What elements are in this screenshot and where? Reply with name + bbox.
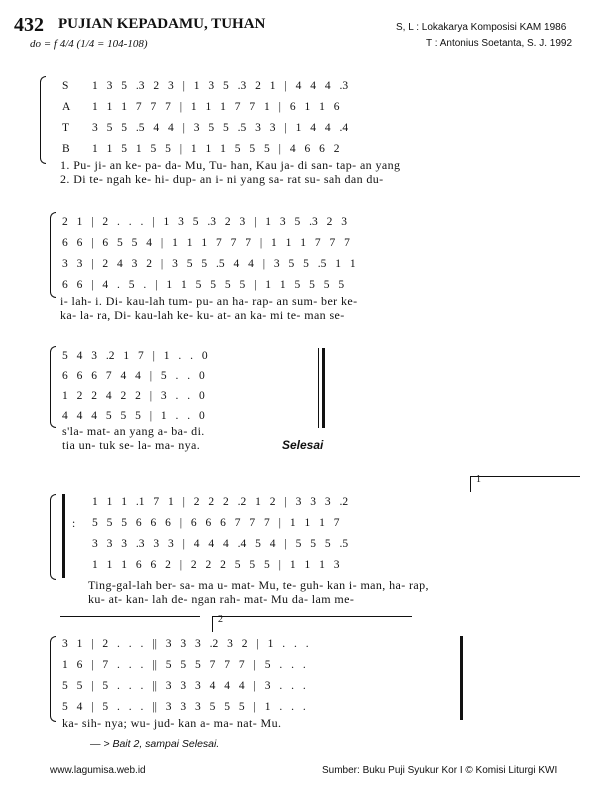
- lyric-line: tia un- tuk se- la- ma- nya.: [62, 438, 201, 452]
- notation-row: 3 5 5 .5 4 4 | 3 5 5 .5 3 3 | 1 4 4 .4: [92, 122, 349, 134]
- notation-row: 3 3 3 .3 3 3 | 4 4 4 .4 5 4 | 5 5 5 .5: [92, 538, 349, 550]
- key-signature: do = f 4/4 (1/4 = 104-108): [30, 38, 148, 50]
- voice-label-t: T: [62, 122, 70, 134]
- system-brace: [50, 494, 56, 580]
- credit-composer: S, L : Lokakarya Komposisi KAM 1986: [396, 22, 567, 33]
- system-brace: [50, 346, 56, 428]
- volta-1-bracket: [470, 476, 471, 492]
- notation-row: 5 4 3 .2 1 7 | 1 . . 0: [62, 350, 208, 362]
- notation-row: 1 1 1 .1 7 1 | 2 2 2 .2 1 2 | 3 3 3 .2: [92, 496, 349, 508]
- volta-2-bracket: [212, 616, 213, 632]
- voice-label-b: B: [62, 143, 70, 155]
- notation-row: 1 6 | 7 . . . || 5 5 5 7 7 7 | 5 . . .: [62, 659, 306, 671]
- notation-row: 1 2 2 4 2 2 | 3 . . 0: [62, 390, 205, 402]
- notation-row: 6 6 | 4 . 5 . | 1 1 5 5 5 5 | 1 1 5 5 5 5: [62, 279, 345, 291]
- lyric-line: ka- la- ra, Di- kau-lah ke- ku- at- an ka- mi te- man se-: [60, 308, 345, 322]
- song-number: 432: [14, 14, 44, 36]
- voice-label-s: S: [62, 80, 69, 92]
- lyric-line: ka- sih- nya; wu- jud- kan a- ma- nat- Mu.: [62, 716, 282, 730]
- system-brace: [50, 636, 56, 722]
- repeat-barline: [62, 494, 65, 578]
- notation-row: 4 4 4 5 5 5 | 1 . . 0: [62, 410, 205, 422]
- lyric-line: s'la- mat- an yang a- ba- di.: [62, 424, 205, 438]
- volta-1-line: [470, 476, 580, 477]
- final-barline-thin: [318, 348, 319, 428]
- voice-label-a: A: [62, 101, 71, 113]
- system-brace: [50, 212, 56, 298]
- lyric-line: i- lah- i. Di- kau-lah tum- pu- an ha- rap- an sum- ber ke-: [60, 294, 358, 308]
- footer-website: www.lagumisa.web.id: [50, 765, 146, 776]
- repeat-dots: :: [72, 518, 76, 530]
- song-title: PUJIAN KEPADAMU, TUHAN: [58, 16, 266, 32]
- notation-row: 1 1 5 1 5 5 | 1 1 1 5 5 5 | 4 6 6 2: [92, 143, 340, 155]
- lyric-line: 2. Di te- ngah ke- hi- dup- an i- ni yang sa- rat su- sah dan du-: [60, 172, 384, 186]
- end-barline: [460, 636, 463, 720]
- notation-row: 2 1 | 2 . . . | 1 3 5 .3 2 3 | 1 3 5 .3 2 3: [62, 216, 348, 228]
- volta-2-line: [212, 616, 412, 617]
- notation-row: 5 5 | 5 . . . || 3 3 3 4 4 4 | 3 . . .: [62, 680, 306, 692]
- final-barline: [322, 348, 325, 428]
- notation-row: 1 3 5 .3 2 3 | 1 3 5 .3 2 1 | 4 4 4 .3: [92, 80, 349, 92]
- repeat-note: — > Bait 2, sampai Selesai.: [90, 738, 220, 750]
- volta-2-label: 2: [218, 614, 223, 625]
- notation-row: 5 4 | 5 . . . || 3 3 3 5 5 5 | 1 . . .: [62, 701, 306, 713]
- lyric-line: 1. Pu- ji- an ke- pa- da- Mu, Tu- han, Kau ja- di san- tap- an yang: [60, 158, 401, 172]
- lyric-line: Ting-gal-lah ber- sa- ma u- mat- Mu, te- guh- kan i- man, ha- rap,: [88, 578, 429, 592]
- footer-source: Sumber: Buku Puji Syukur Kor I © Komisi Liturgi KWI: [322, 765, 558, 776]
- volta-1-line-cont: [60, 616, 200, 617]
- notation-row: 1 1 1 7 7 7 | 1 1 1 7 7 1 | 6 1 1 6: [92, 101, 340, 113]
- notation-row: 6 6 6 7 4 4 | 5 . . 0: [62, 370, 205, 382]
- volta-1-label: 1: [476, 474, 481, 485]
- notation-row: 6 6 | 6 5 5 4 | 1 1 1 7 7 7 | 1 1 1 7 7 7: [62, 237, 350, 249]
- notation-row: 3 1 | 2 . . . || 3 3 3 .2 3 2 | 1 . . .: [62, 638, 309, 650]
- system-brace: [40, 76, 46, 164]
- credit-lyricist: T : Antonius Soetanta, S. J. 1992: [426, 38, 573, 49]
- lyric-line: ku- at- kan- lah de- ngan rah- mat- Mu da- lam me-: [88, 592, 355, 606]
- notation-row: 5 5 5 6 6 6 | 6 6 6 7 7 7 | 1 1 1 7: [92, 517, 340, 529]
- notation-row: 3 3 | 2 4 3 2 | 3 5 5 .5 4 4 | 3 5 5 .5 1 1: [62, 258, 356, 270]
- notation-row: 1 1 1 6 6 2 | 2 2 2 5 5 5 | 1 1 1 3: [92, 559, 340, 571]
- end-label: Selesai: [282, 438, 324, 452]
